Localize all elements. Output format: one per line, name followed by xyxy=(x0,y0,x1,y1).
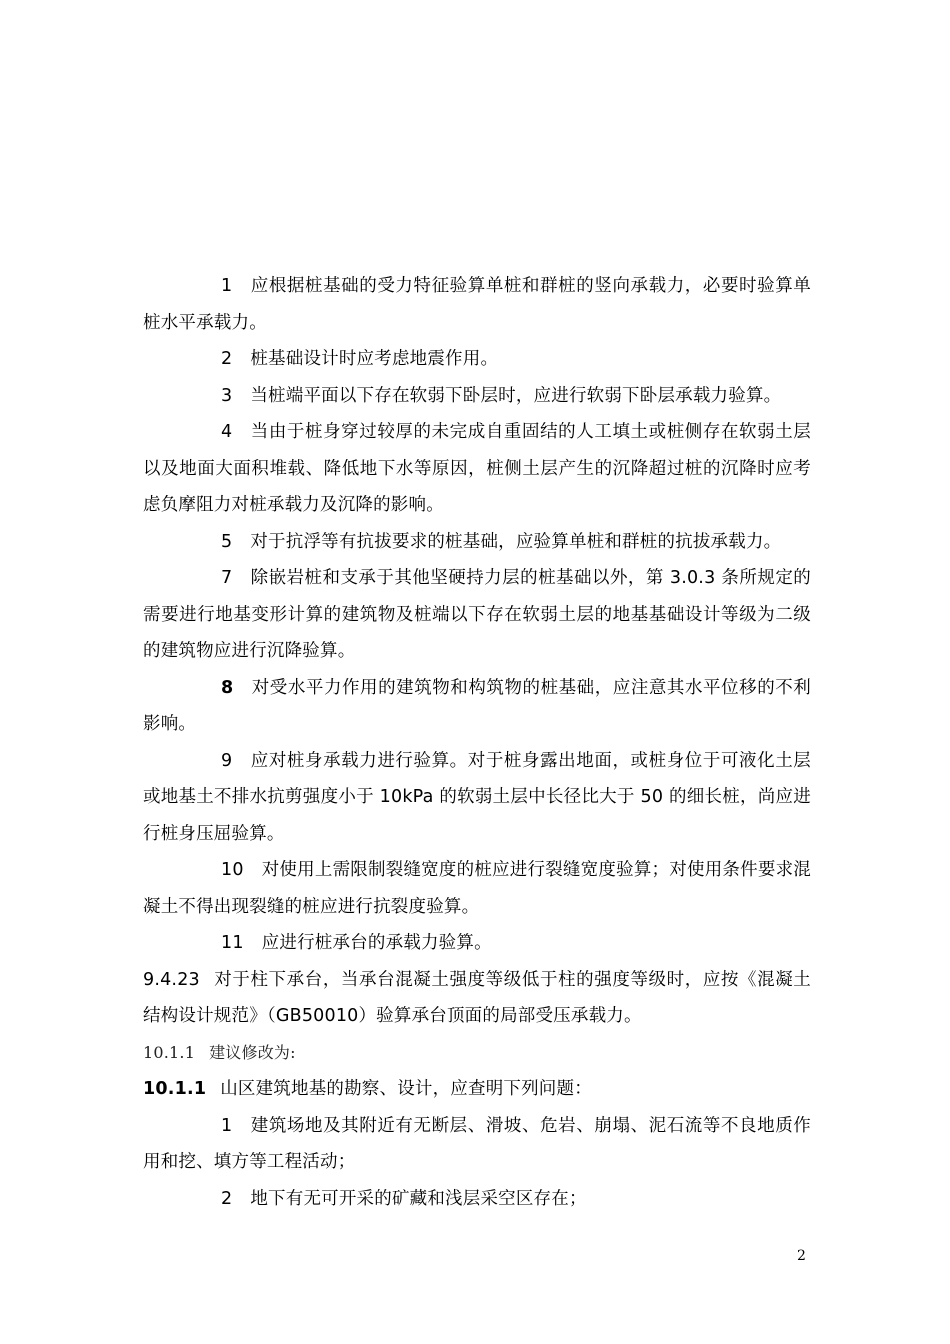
clause-number: 10.1.1 xyxy=(143,1042,196,1062)
paragraph-number: 3 xyxy=(221,385,233,406)
paragraph-5 xyxy=(143,524,811,561)
paragraph-text: 对受水平力作用的建筑物和构筑物的桩基础，应注意其水平位移的不利影响。 xyxy=(143,677,811,734)
paragraph-8 xyxy=(143,670,811,743)
clause-10-1-1 xyxy=(143,1071,811,1108)
clause-10-1-1-item-1 xyxy=(143,1108,811,1181)
item-text: 地下有无可开采的矿藏和浅层采空区存在； xyxy=(250,1188,587,1209)
page-number: 2 xyxy=(797,1248,806,1264)
paragraph-number: 9 xyxy=(221,750,233,771)
paragraph-text: 对使用上需限制裂缝宽度的桩应进行裂缝宽度验算；对使用条件要求混凝土不得出现裂缝的桩应进行抗裂度验算。 xyxy=(143,860,811,917)
paragraph-text: 除嵌岩桩和支承于其他坚硬持力层的桩基础以外，第 3.0.3 条所规定的需要进行地基变形计算的建筑物及桩端以下存在软弱土层的地基基础设计等级为二级的建筑物应进行沉降验算。 xyxy=(143,568,811,661)
item-number: 2 xyxy=(221,1188,233,1209)
paragraph-text: 对于抗浮等有抗拔要求的桩基础，应验算单桩和群桩的抗拔承载力。 xyxy=(250,531,782,552)
paragraph-2 xyxy=(143,341,811,378)
paragraph-3 xyxy=(143,378,811,415)
paragraph-1 xyxy=(143,268,811,341)
clause-number: 10.1.1 xyxy=(143,1079,207,1099)
clause-text: 对于柱下承台，当承台混凝土强度等级低于柱的强度等级时，应按《混凝土结构设计规范》（GB50010）验算承台顶面的局部受压承载力。 xyxy=(143,969,811,1026)
paragraph-text: 桩基础设计时应考虑地震作用。 xyxy=(250,349,499,369)
paragraph-4 xyxy=(143,414,811,524)
item-number: 1 xyxy=(221,1115,233,1136)
clause-10-1-1-item-2 xyxy=(143,1181,811,1218)
clause-9-4-23 xyxy=(143,962,811,1035)
paragraph-7 xyxy=(143,560,811,670)
paragraph-number: 1 xyxy=(221,276,233,296)
paragraph-text: 当桩端平面以下存在软弱下卧层时，应进行软弱下卧层承载力验算。 xyxy=(250,385,782,406)
paragraph-text: 应根据桩基础的受力特征验算单桩和群桩的竖向承载力，必要时验算单桩水平承载力。 xyxy=(143,276,811,333)
paragraph-number: 5 xyxy=(221,531,233,552)
paragraph-9 xyxy=(143,743,811,853)
paragraph-text: 应进行桩承台的承载力验算。 xyxy=(261,933,492,953)
paragraph-text: 应对桩身承载力进行验算。对于桩身露出地面，或桩身位于可液化土层或地基土不排水抗剪强度小于 10kPa 的软弱土层中长径比大于 50 的细长桩，尚应进行桩身压屈验算。 xyxy=(143,750,811,844)
paragraph-number: 11 xyxy=(221,933,244,953)
clause-number: 9.4.23 xyxy=(143,969,200,990)
paragraph-number: 4 xyxy=(221,422,233,442)
clause-10-1-1-note xyxy=(143,1035,811,1072)
clause-text: 山区建筑地基的勘察、设计，应查明下列问题： xyxy=(220,1079,592,1099)
paragraph-10 xyxy=(143,852,811,925)
paragraph-number: 8 xyxy=(221,677,234,698)
paragraph-number: 2 xyxy=(221,349,233,369)
paragraph-11 xyxy=(143,925,811,962)
item-text: 建筑场地及其附近有无断层、滑坡、危岩、崩塌、泥石流等不良地质作用和挖、填方等工程活动； xyxy=(143,1115,811,1172)
paragraph-number: 7 xyxy=(221,568,233,588)
paragraph-number: 10 xyxy=(221,860,244,880)
page-content xyxy=(143,268,811,1217)
paragraph-text: 当由于桩身穿过较厚的未完成自重固结的人工填土或桩侧存在软弱土层以及地面大面积堆载、降低地下水等原因，桩侧土层产生的沉降超过桩的沉降时应考虑负摩阻力对桩承载力及沉降的影响。 xyxy=(143,422,811,515)
clause-text: 建议修改为: xyxy=(209,1042,296,1062)
